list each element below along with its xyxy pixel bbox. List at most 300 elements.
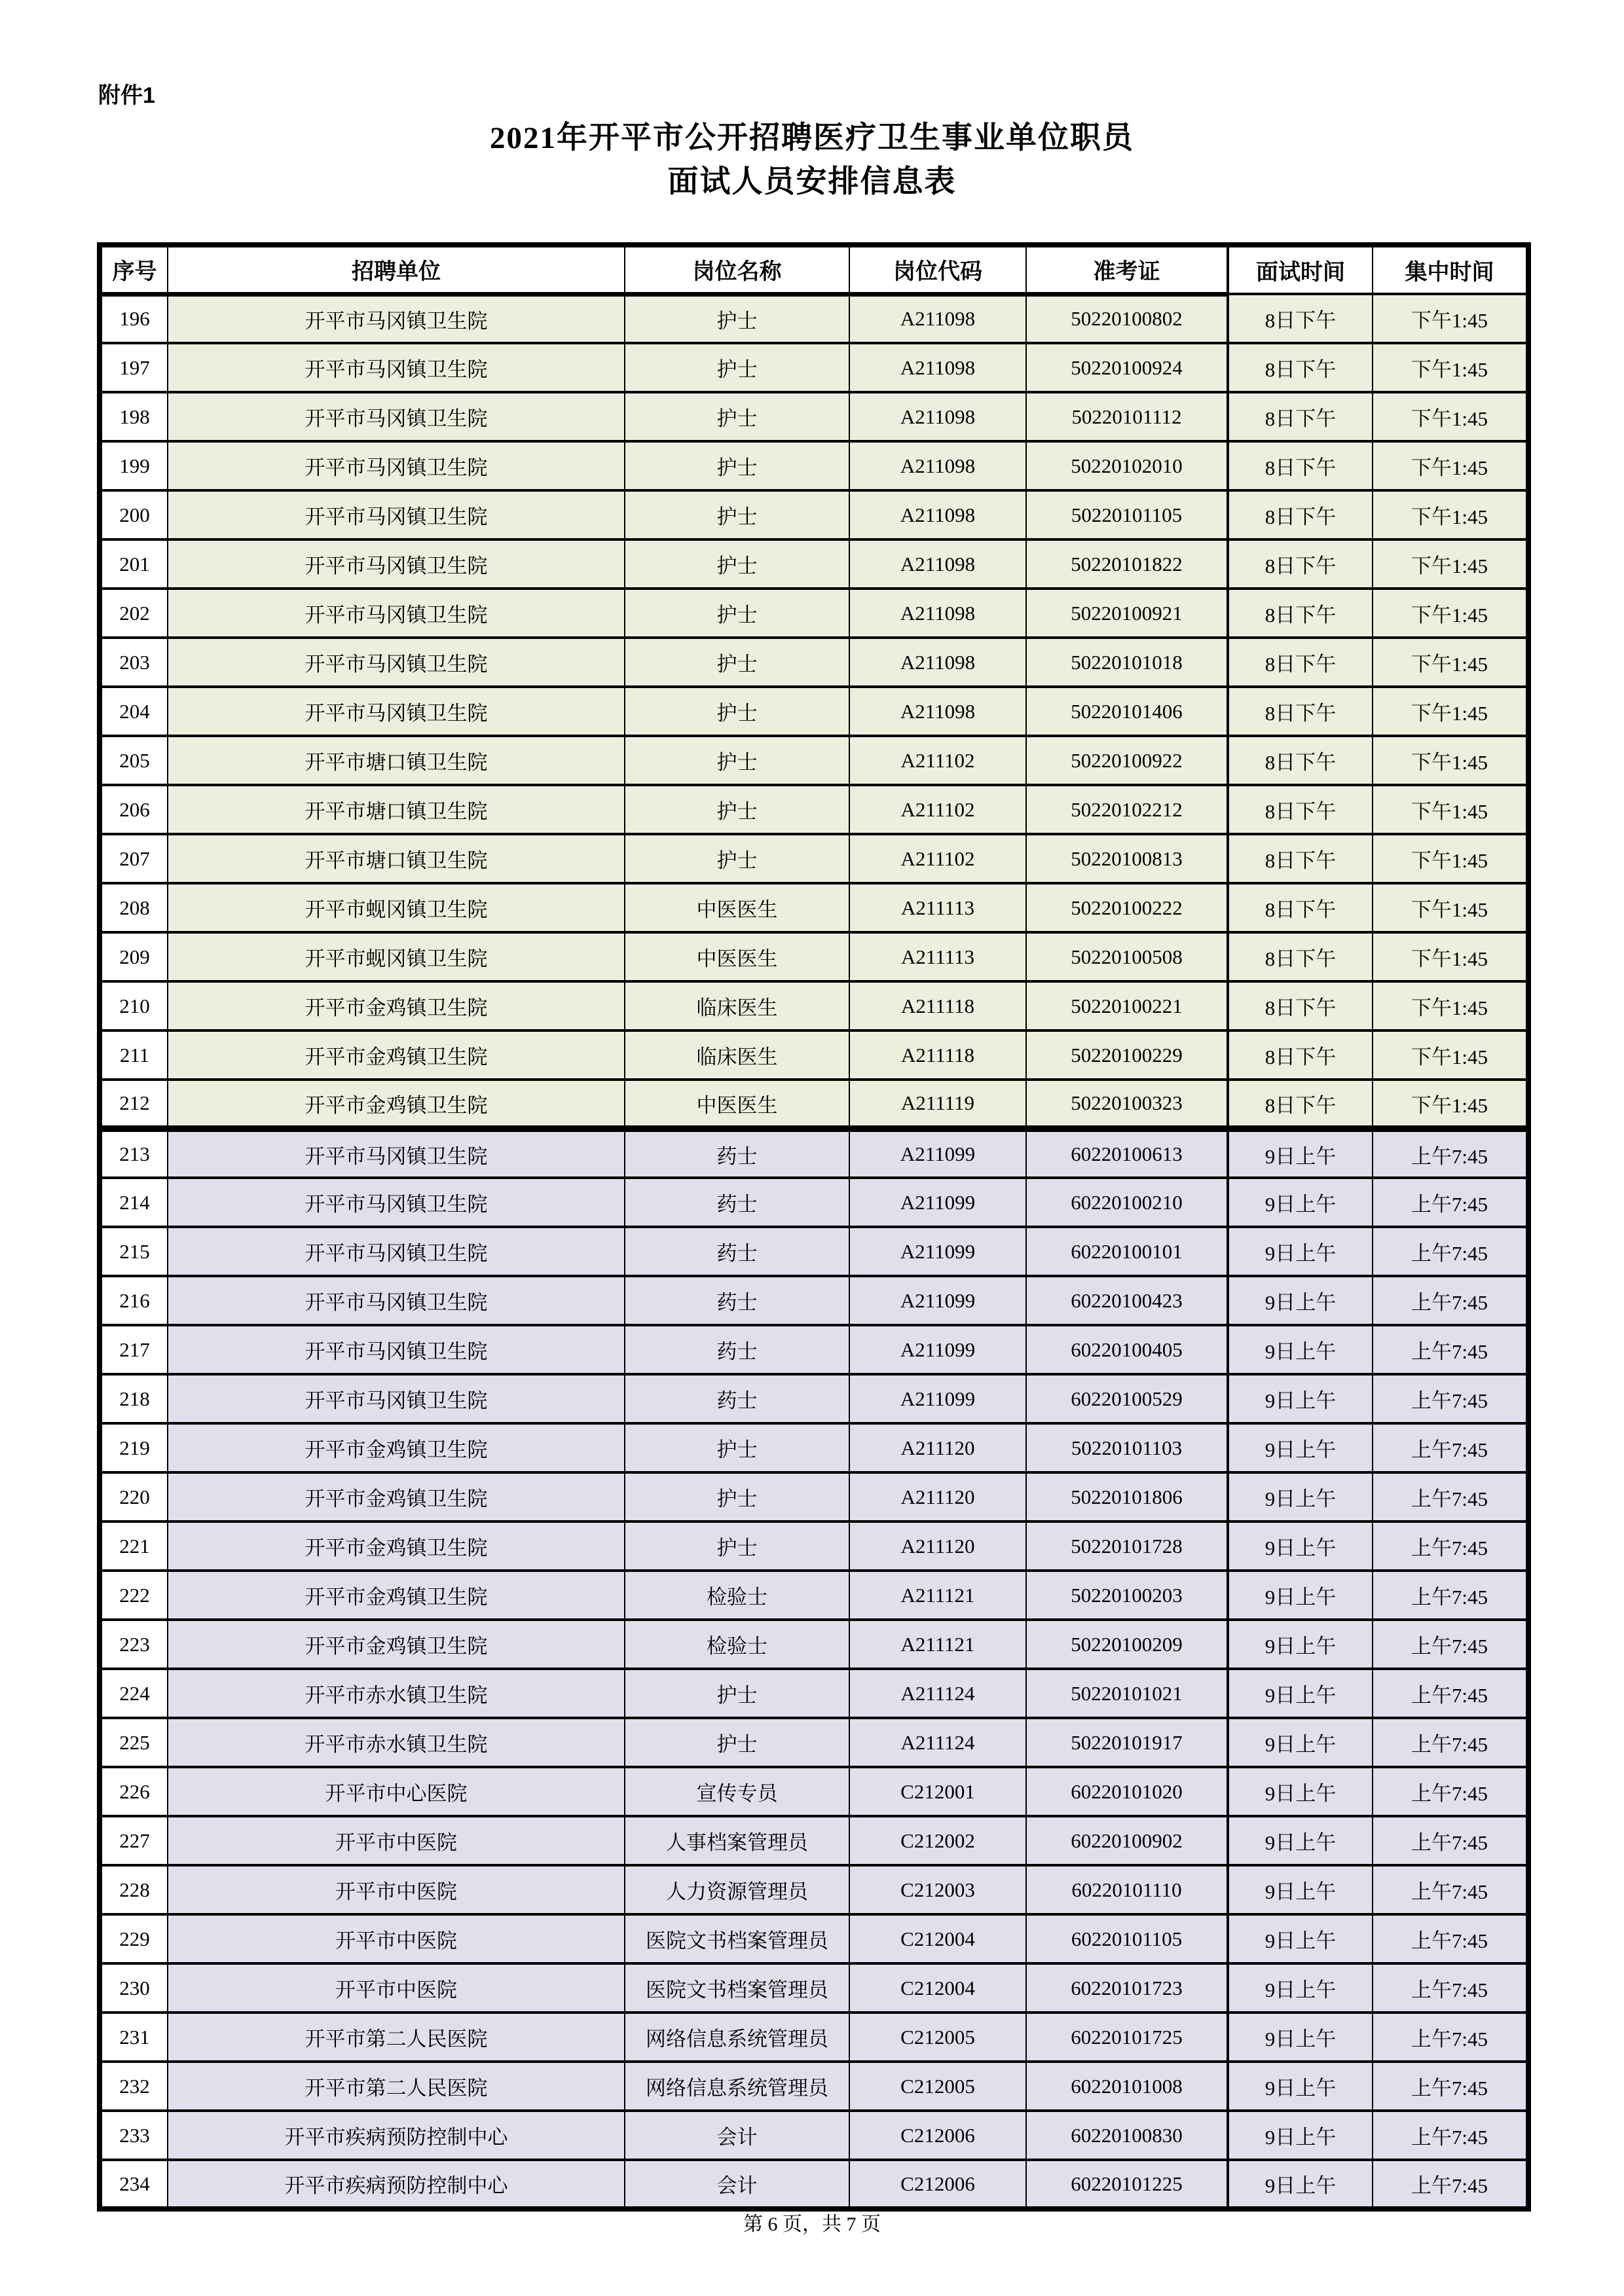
cell-unit: 开平市金鸡镇卫生院 bbox=[168, 1620, 625, 1669]
cell-gather: 上午7:45 bbox=[1373, 1178, 1528, 1227]
cell-position: 药士 bbox=[625, 1325, 849, 1374]
cell-interview: 8日下午 bbox=[1228, 834, 1373, 883]
table-row bbox=[100, 441, 1528, 490]
column-header-interview: 面试时间 bbox=[1228, 245, 1373, 294]
cell-unit: 开平市疾病预防控制中心 bbox=[168, 2111, 625, 2160]
table-row bbox=[100, 1423, 1528, 1472]
cell-interview: 9日上午 bbox=[1228, 2160, 1373, 2209]
cell-interview: 8日下午 bbox=[1228, 1080, 1373, 1129]
cell-code: C212006 bbox=[849, 2160, 1026, 2209]
cell-no: 212 bbox=[100, 1080, 168, 1129]
table-row bbox=[100, 1865, 1528, 1914]
cell-interview: 9日上午 bbox=[1228, 2013, 1373, 2062]
cell-ticket: 50220100203 bbox=[1026, 1571, 1228, 1620]
cell-no: 216 bbox=[100, 1276, 168, 1325]
cell-interview: 9日上午 bbox=[1228, 1423, 1373, 1472]
cell-no: 219 bbox=[100, 1423, 168, 1472]
cell-interview: 9日上午 bbox=[1228, 1816, 1373, 1865]
table-row bbox=[100, 539, 1528, 589]
interview-roster-table bbox=[97, 242, 1531, 2212]
table-row bbox=[100, 883, 1528, 932]
table-row bbox=[100, 1276, 1528, 1325]
cell-ticket: 50220101018 bbox=[1026, 638, 1228, 687]
cell-no: 220 bbox=[100, 1472, 168, 1522]
cell-interview: 9日上午 bbox=[1228, 1374, 1373, 1423]
cell-gather: 上午7:45 bbox=[1373, 2111, 1528, 2160]
table-row bbox=[100, 294, 1528, 343]
cell-unit: 开平市金鸡镇卫生院 bbox=[168, 1080, 625, 1129]
cell-ticket: 60220101225 bbox=[1026, 2160, 1228, 2209]
cell-no: 228 bbox=[100, 1865, 168, 1914]
cell-interview: 9日上午 bbox=[1228, 1620, 1373, 1669]
cell-no: 213 bbox=[100, 1129, 168, 1178]
cell-code: A211118 bbox=[849, 1030, 1026, 1080]
cell-code: A211098 bbox=[849, 392, 1026, 441]
cell-code: A211098 bbox=[849, 687, 1026, 736]
cell-unit: 开平市第二人民医院 bbox=[168, 2013, 625, 2062]
cell-gather: 下午1:45 bbox=[1373, 392, 1528, 441]
cell-unit: 开平市马冈镇卫生院 bbox=[168, 638, 625, 687]
cell-unit: 开平市马冈镇卫生院 bbox=[168, 1276, 625, 1325]
cell-gather: 上午7:45 bbox=[1373, 1669, 1528, 1718]
cell-no: 197 bbox=[100, 343, 168, 392]
cell-gather: 上午7:45 bbox=[1373, 2160, 1528, 2209]
cell-position: 护士 bbox=[625, 392, 849, 441]
table-row bbox=[100, 932, 1528, 981]
cell-unit: 开平市马冈镇卫生院 bbox=[168, 1374, 625, 1423]
cell-no: 223 bbox=[100, 1620, 168, 1669]
cell-gather: 上午7:45 bbox=[1373, 1423, 1528, 1472]
table-row bbox=[100, 1178, 1528, 1227]
cell-no: 233 bbox=[100, 2111, 168, 2160]
cell-gather: 下午1:45 bbox=[1373, 1030, 1528, 1080]
cell-ticket: 60220100830 bbox=[1026, 2111, 1228, 2160]
cell-position: 护士 bbox=[625, 834, 849, 883]
cell-gather: 上午7:45 bbox=[1373, 1374, 1528, 1423]
cell-code: A211119 bbox=[849, 1080, 1026, 1129]
cell-ticket: 60220101105 bbox=[1026, 1914, 1228, 1963]
cell-no: 226 bbox=[100, 1767, 168, 1816]
cell-no: 200 bbox=[100, 490, 168, 539]
cell-ticket: 60220101020 bbox=[1026, 1767, 1228, 1816]
cell-unit: 开平市马冈镇卫生院 bbox=[168, 392, 625, 441]
cell-ticket: 50220100922 bbox=[1026, 736, 1228, 785]
cell-no: 227 bbox=[100, 1816, 168, 1865]
cell-no: 206 bbox=[100, 785, 168, 834]
cell-interview: 9日上午 bbox=[1228, 2111, 1373, 2160]
cell-ticket: 50220101103 bbox=[1026, 1423, 1228, 1472]
cell-position: 人事档案管理员 bbox=[625, 1816, 849, 1865]
cell-gather: 上午7:45 bbox=[1373, 1325, 1528, 1374]
cell-code: A211099 bbox=[849, 1374, 1026, 1423]
cell-no: 224 bbox=[100, 1669, 168, 1718]
cell-position: 会计 bbox=[625, 2160, 849, 2209]
cell-no: 199 bbox=[100, 441, 168, 490]
cell-no: 202 bbox=[100, 589, 168, 638]
cell-interview: 9日上午 bbox=[1228, 1865, 1373, 1914]
cell-position: 临床医生 bbox=[625, 981, 849, 1030]
cell-interview: 8日下午 bbox=[1228, 441, 1373, 490]
cell-gather: 下午1:45 bbox=[1373, 539, 1528, 589]
cell-code: A211098 bbox=[849, 294, 1026, 343]
cell-position: 会计 bbox=[625, 2111, 849, 2160]
cell-position: 护士 bbox=[625, 1718, 849, 1767]
table-row bbox=[100, 1227, 1528, 1276]
column-header-position: 岗位名称 bbox=[625, 245, 849, 294]
cell-no: 217 bbox=[100, 1325, 168, 1374]
cell-unit: 开平市塘口镇卫生院 bbox=[168, 736, 625, 785]
cell-ticket: 60220100902 bbox=[1026, 1816, 1228, 1865]
cell-unit: 开平市马冈镇卫生院 bbox=[168, 1129, 625, 1178]
cell-ticket: 50220100802 bbox=[1026, 294, 1228, 343]
cell-unit: 开平市马冈镇卫生院 bbox=[168, 687, 625, 736]
cell-gather: 下午1:45 bbox=[1373, 981, 1528, 1030]
cell-unit: 开平市中医院 bbox=[168, 1816, 625, 1865]
cell-gather: 下午1:45 bbox=[1373, 490, 1528, 539]
cell-no: 221 bbox=[100, 1522, 168, 1571]
cell-position: 护士 bbox=[625, 736, 849, 785]
cell-ticket: 60220100101 bbox=[1026, 1227, 1228, 1276]
cell-position: 护士 bbox=[625, 1522, 849, 1571]
cell-gather: 上午7:45 bbox=[1373, 1963, 1528, 2013]
cell-ticket: 60220100210 bbox=[1026, 1178, 1228, 1227]
cell-code: A211118 bbox=[849, 981, 1026, 1030]
cell-ticket: 50220100221 bbox=[1026, 981, 1228, 1030]
cell-gather: 下午1:45 bbox=[1373, 834, 1528, 883]
cell-position: 护士 bbox=[625, 687, 849, 736]
cell-interview: 8日下午 bbox=[1228, 785, 1373, 834]
cell-code: A211124 bbox=[849, 1669, 1026, 1718]
cell-ticket: 50220101112 bbox=[1026, 392, 1228, 441]
cell-no: 201 bbox=[100, 539, 168, 589]
cell-ticket: 50220100813 bbox=[1026, 834, 1228, 883]
cell-gather: 上午7:45 bbox=[1373, 2013, 1528, 2062]
cell-position: 药士 bbox=[625, 1227, 849, 1276]
table-row bbox=[100, 1522, 1528, 1571]
cell-code: C212001 bbox=[849, 1767, 1026, 1816]
table-row bbox=[100, 1914, 1528, 1963]
cell-interview: 9日上午 bbox=[1228, 1571, 1373, 1620]
cell-code: C212005 bbox=[849, 2062, 1026, 2111]
cell-interview: 9日上午 bbox=[1228, 1963, 1373, 2013]
cell-no: 207 bbox=[100, 834, 168, 883]
cell-position: 临床医生 bbox=[625, 1030, 849, 1080]
table-row bbox=[100, 834, 1528, 883]
cell-position: 检验士 bbox=[625, 1620, 849, 1669]
column-header-ticket: 准考证 bbox=[1026, 245, 1228, 294]
cell-code: C212004 bbox=[849, 1963, 1026, 2013]
table-row bbox=[100, 1718, 1528, 1767]
table-row bbox=[100, 343, 1528, 392]
cell-no: 211 bbox=[100, 1030, 168, 1080]
cell-unit: 开平市金鸡镇卫生院 bbox=[168, 981, 625, 1030]
cell-position: 药士 bbox=[625, 1178, 849, 1227]
cell-unit: 开平市马冈镇卫生院 bbox=[168, 294, 625, 343]
table-row bbox=[100, 2111, 1528, 2160]
cell-interview: 8日下午 bbox=[1228, 736, 1373, 785]
cell-code: A211121 bbox=[849, 1620, 1026, 1669]
cell-position: 中医医生 bbox=[625, 1080, 849, 1129]
cell-unit: 开平市金鸡镇卫生院 bbox=[168, 1522, 625, 1571]
cell-code: A211099 bbox=[849, 1227, 1026, 1276]
cell-gather: 上午7:45 bbox=[1373, 1767, 1528, 1816]
table-row bbox=[100, 1816, 1528, 1865]
cell-ticket: 50220101406 bbox=[1026, 687, 1228, 736]
cell-code: A211099 bbox=[849, 1325, 1026, 1374]
table-row bbox=[100, 1129, 1528, 1178]
cell-gather: 下午1:45 bbox=[1373, 441, 1528, 490]
cell-position: 药士 bbox=[625, 1374, 849, 1423]
cell-code: A211098 bbox=[849, 441, 1026, 490]
cell-ticket: 50220101822 bbox=[1026, 539, 1228, 589]
cell-position: 药士 bbox=[625, 1129, 849, 1178]
cell-gather: 下午1:45 bbox=[1373, 589, 1528, 638]
cell-interview: 8日下午 bbox=[1228, 932, 1373, 981]
cell-code: A211124 bbox=[849, 1718, 1026, 1767]
cell-ticket: 60220101110 bbox=[1026, 1865, 1228, 1914]
cell-interview: 8日下午 bbox=[1228, 294, 1373, 343]
cell-ticket: 60220101725 bbox=[1026, 2013, 1228, 2062]
table-row bbox=[100, 490, 1528, 539]
cell-interview: 9日上午 bbox=[1228, 1325, 1373, 1374]
cell-interview: 8日下午 bbox=[1228, 687, 1373, 736]
table-row bbox=[100, 1767, 1528, 1816]
cell-code: A211099 bbox=[849, 1129, 1026, 1178]
cell-position: 护士 bbox=[625, 441, 849, 490]
cell-position: 护士 bbox=[625, 1423, 849, 1472]
table-row bbox=[100, 1325, 1528, 1374]
cell-no: 198 bbox=[100, 392, 168, 441]
cell-gather: 上午7:45 bbox=[1373, 1129, 1528, 1178]
table-row bbox=[100, 589, 1528, 638]
cell-position: 护士 bbox=[625, 638, 849, 687]
cell-unit: 开平市马冈镇卫生院 bbox=[168, 1227, 625, 1276]
cell-ticket: 60220100529 bbox=[1026, 1374, 1228, 1423]
cell-code: C212003 bbox=[849, 1865, 1026, 1914]
cell-code: C212005 bbox=[849, 2013, 1026, 2062]
cell-interview: 8日下午 bbox=[1228, 589, 1373, 638]
cell-code: A211098 bbox=[849, 539, 1026, 589]
cell-gather: 下午1:45 bbox=[1373, 736, 1528, 785]
cell-position: 检验士 bbox=[625, 1571, 849, 1620]
cell-code: A211099 bbox=[849, 1276, 1026, 1325]
cell-unit: 开平市马冈镇卫生院 bbox=[168, 1178, 625, 1227]
cell-ticket: 50220100222 bbox=[1026, 883, 1228, 932]
cell-position: 护士 bbox=[625, 343, 849, 392]
cell-unit: 开平市金鸡镇卫生院 bbox=[168, 1571, 625, 1620]
cell-position: 宣传专员 bbox=[625, 1767, 849, 1816]
table-row bbox=[100, 1080, 1528, 1129]
cell-ticket: 60220101008 bbox=[1026, 2062, 1228, 2111]
cell-no: 208 bbox=[100, 883, 168, 932]
cell-no: 225 bbox=[100, 1718, 168, 1767]
cell-code: A211113 bbox=[849, 883, 1026, 932]
cell-code: C212006 bbox=[849, 2111, 1026, 2160]
cell-unit: 开平市第二人民医院 bbox=[168, 2062, 625, 2111]
cell-no: 209 bbox=[100, 932, 168, 981]
cell-unit: 开平市蚬冈镇卫生院 bbox=[168, 932, 625, 981]
cell-interview: 9日上午 bbox=[1228, 1227, 1373, 1276]
table-row bbox=[100, 785, 1528, 834]
cell-interview: 9日上午 bbox=[1228, 1276, 1373, 1325]
cell-unit: 开平市蚬冈镇卫生院 bbox=[168, 883, 625, 932]
cell-gather: 下午1:45 bbox=[1373, 343, 1528, 392]
table-row bbox=[100, 1030, 1528, 1080]
cell-code: A211102 bbox=[849, 834, 1026, 883]
cell-unit: 开平市金鸡镇卫生院 bbox=[168, 1423, 625, 1472]
cell-unit: 开平市塘口镇卫生院 bbox=[168, 834, 625, 883]
cell-code: A211102 bbox=[849, 785, 1026, 834]
cell-position: 护士 bbox=[625, 1669, 849, 1718]
cell-position: 护士 bbox=[625, 785, 849, 834]
cell-code: A211120 bbox=[849, 1423, 1026, 1472]
cell-ticket: 50220100209 bbox=[1026, 1620, 1228, 1669]
cell-gather: 下午1:45 bbox=[1373, 785, 1528, 834]
cell-gather: 上午7:45 bbox=[1373, 1522, 1528, 1571]
cell-position: 中医医生 bbox=[625, 932, 849, 981]
document-title bbox=[0, 117, 1624, 204]
cell-interview: 8日下午 bbox=[1228, 1030, 1373, 1080]
cell-gather: 下午1:45 bbox=[1373, 932, 1528, 981]
cell-gather: 下午1:45 bbox=[1373, 638, 1528, 687]
cell-ticket: 60220101723 bbox=[1026, 1963, 1228, 2013]
cell-ticket: 50220100508 bbox=[1026, 932, 1228, 981]
cell-no: 205 bbox=[100, 736, 168, 785]
column-header-no: 序号 bbox=[100, 245, 168, 294]
table-row bbox=[100, 981, 1528, 1030]
table-row bbox=[100, 1472, 1528, 1522]
cell-interview: 9日上午 bbox=[1228, 1472, 1373, 1522]
cell-ticket: 60220100405 bbox=[1026, 1325, 1228, 1374]
cell-unit: 开平市中医院 bbox=[168, 1865, 625, 1914]
cell-position: 药士 bbox=[625, 1276, 849, 1325]
cell-position: 护士 bbox=[625, 490, 849, 539]
cell-gather: 上午7:45 bbox=[1373, 1571, 1528, 1620]
cell-position: 网络信息系统管理员 bbox=[625, 2062, 849, 2111]
cell-gather: 下午1:45 bbox=[1373, 883, 1528, 932]
cell-unit: 开平市中医院 bbox=[168, 1963, 625, 2013]
table-row bbox=[100, 2013, 1528, 2062]
cell-interview: 8日下午 bbox=[1228, 392, 1373, 441]
cell-ticket: 50220101917 bbox=[1026, 1718, 1228, 1767]
title-line-1: 2021年开平市公开招聘医疗卫生事业单位职员 bbox=[490, 121, 1134, 155]
table-row bbox=[100, 687, 1528, 736]
table-row bbox=[100, 392, 1528, 441]
cell-unit: 开平市马冈镇卫生院 bbox=[168, 589, 625, 638]
column-header-gather: 集中时间 bbox=[1373, 245, 1528, 294]
table-row bbox=[100, 1620, 1528, 1669]
cell-position: 中医医生 bbox=[625, 883, 849, 932]
cell-interview: 9日上午 bbox=[1228, 1718, 1373, 1767]
cell-code: A211102 bbox=[849, 736, 1026, 785]
cell-interview: 9日上午 bbox=[1228, 1669, 1373, 1718]
cell-interview: 9日上午 bbox=[1228, 1767, 1373, 1816]
cell-position: 护士 bbox=[625, 589, 849, 638]
cell-gather: 上午7:45 bbox=[1373, 1620, 1528, 1669]
cell-unit: 开平市中医院 bbox=[168, 1914, 625, 1963]
cell-unit: 开平市马冈镇卫生院 bbox=[168, 1325, 625, 1374]
cell-interview: 8日下午 bbox=[1228, 490, 1373, 539]
title-line-2: 面试人员安排信息表 bbox=[667, 165, 957, 199]
cell-no: 204 bbox=[100, 687, 168, 736]
cell-unit: 开平市马冈镇卫生院 bbox=[168, 343, 625, 392]
cell-no: 215 bbox=[100, 1227, 168, 1276]
cell-position: 护士 bbox=[625, 539, 849, 589]
cell-ticket: 50220100924 bbox=[1026, 343, 1228, 392]
cell-unit: 开平市马冈镇卫生院 bbox=[168, 490, 625, 539]
cell-code: A211120 bbox=[849, 1522, 1026, 1571]
cell-ticket: 50220102212 bbox=[1026, 785, 1228, 834]
cell-code: C212002 bbox=[849, 1816, 1026, 1865]
cell-ticket: 50220102010 bbox=[1026, 441, 1228, 490]
cell-gather: 上午7:45 bbox=[1373, 2062, 1528, 2111]
cell-position: 医院文书档案管理员 bbox=[625, 1963, 849, 2013]
cell-unit: 开平市赤水镇卫生院 bbox=[168, 1669, 625, 1718]
page-footer: 第 6 页，共 7 页 bbox=[743, 2214, 881, 2235]
cell-gather: 下午1:45 bbox=[1373, 687, 1528, 736]
cell-interview: 8日下午 bbox=[1228, 981, 1373, 1030]
cell-ticket: 50220100229 bbox=[1026, 1030, 1228, 1080]
table-row bbox=[100, 1374, 1528, 1423]
cell-gather: 下午1:45 bbox=[1373, 1080, 1528, 1129]
cell-position: 医院文书档案管理员 bbox=[625, 1914, 849, 1963]
cell-gather: 上午7:45 bbox=[1373, 1276, 1528, 1325]
table-row bbox=[100, 1669, 1528, 1718]
cell-position: 人力资源管理员 bbox=[625, 1865, 849, 1914]
cell-no: 229 bbox=[100, 1914, 168, 1963]
cell-code: A211099 bbox=[849, 1178, 1026, 1227]
cell-position: 护士 bbox=[625, 294, 849, 343]
cell-interview: 8日下午 bbox=[1228, 343, 1373, 392]
cell-unit: 开平市金鸡镇卫生院 bbox=[168, 1030, 625, 1080]
cell-interview: 9日上午 bbox=[1228, 1522, 1373, 1571]
cell-interview: 8日下午 bbox=[1228, 539, 1373, 589]
cell-no: 196 bbox=[100, 294, 168, 343]
cell-interview: 8日下午 bbox=[1228, 883, 1373, 932]
table-row bbox=[100, 736, 1528, 785]
cell-unit: 开平市马冈镇卫生院 bbox=[168, 441, 625, 490]
cell-no: 214 bbox=[100, 1178, 168, 1227]
table-row bbox=[100, 2160, 1528, 2209]
cell-ticket: 50220101105 bbox=[1026, 490, 1228, 539]
cell-unit: 开平市赤水镇卫生院 bbox=[168, 1718, 625, 1767]
cell-interview: 9日上午 bbox=[1228, 1178, 1373, 1227]
cell-ticket: 50220101021 bbox=[1026, 1669, 1228, 1718]
cell-gather: 下午1:45 bbox=[1373, 294, 1528, 343]
cell-code: A211121 bbox=[849, 1571, 1026, 1620]
cell-gather: 上午7:45 bbox=[1373, 1865, 1528, 1914]
table-row bbox=[100, 1571, 1528, 1620]
cell-code: A211098 bbox=[849, 490, 1026, 539]
cell-position: 网络信息系统管理员 bbox=[625, 2013, 849, 2062]
column-header-code: 岗位代码 bbox=[849, 245, 1026, 294]
cell-unit: 开平市金鸡镇卫生院 bbox=[168, 1472, 625, 1522]
cell-no: 203 bbox=[100, 638, 168, 687]
cell-ticket: 50220100323 bbox=[1026, 1080, 1228, 1129]
table-row bbox=[100, 638, 1528, 687]
cell-ticket: 60220100423 bbox=[1026, 1276, 1228, 1325]
header-row bbox=[100, 245, 1528, 294]
cell-gather: 上午7:45 bbox=[1373, 1718, 1528, 1767]
cell-code: A211098 bbox=[849, 589, 1026, 638]
cell-code: A211098 bbox=[849, 638, 1026, 687]
cell-ticket: 60220100613 bbox=[1026, 1129, 1228, 1178]
cell-interview: 9日上午 bbox=[1228, 1129, 1373, 1178]
cell-gather: 上午7:45 bbox=[1373, 1472, 1528, 1522]
cell-code: A211120 bbox=[849, 1472, 1026, 1522]
table-row bbox=[100, 1963, 1528, 2013]
cell-no: 210 bbox=[100, 981, 168, 1030]
